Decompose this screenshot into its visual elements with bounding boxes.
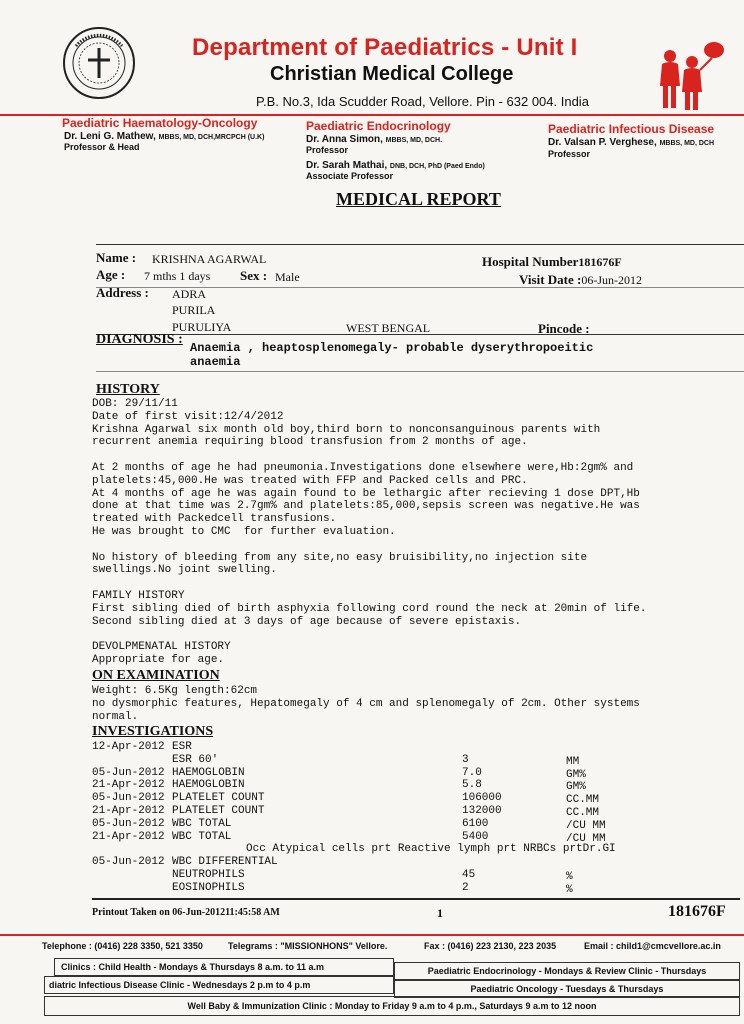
telegrams: Telegrams : "MISSIONHONS" Vellore. (228, 941, 388, 951)
inv-date: 05-Jun-2012 (92, 856, 165, 869)
address-line: PURULIYA (172, 320, 232, 334)
page-number: 1 (437, 906, 443, 920)
patient-sex: Male (275, 270, 300, 284)
department-title: Department of Paediatrics - Unit I (192, 34, 578, 61)
inv-date: 05-Jun-2012 (92, 766, 165, 779)
college-address: P.B. No.3, Ida Scudder Road, Vellore. Pin - 632 004. India (256, 94, 589, 109)
divider (96, 371, 744, 372)
inv-test: ESR (172, 741, 192, 753)
history-line: Date of first visit:12/4/2012 (92, 410, 284, 423)
investigations-heading: INVESTIGATIONS (92, 724, 214, 739)
patient-age: 7 mths 1 days (144, 269, 211, 283)
inv-date: 21-Apr-2012 (92, 805, 165, 817)
diagnosis-text: anaemia (190, 355, 241, 369)
history-line: At 4 months of age he was again found to be lethargic after recieving 1 dose DPT,Hb (92, 487, 640, 500)
history-line: FAMILY HISTORY (92, 590, 185, 602)
inv-date: 21-Apr-2012 (92, 830, 165, 843)
cmc-seal-logo (62, 26, 136, 100)
divider (92, 898, 740, 900)
inv-test: HAEMOGLOBIN (172, 779, 245, 792)
report-title: MEDICAL REPORT (336, 189, 501, 209)
history-line: Second sibling died at 3 days of age because of severe epistaxis. (92, 615, 522, 628)
email: Email : child1@cmcvellore.ac.in (584, 941, 721, 951)
inv-test: WBC TOTAL (172, 817, 232, 830)
history-line: done at that time was 2.7gm% and platelets:85,000,sepsis screen was negative.He was (92, 500, 640, 513)
history-line: platelets:45,000.He was treated with FFP and Packed cells and PRC. (92, 474, 528, 487)
address-state: WEST BENGAL (346, 321, 431, 335)
inv-value: 7.0 (462, 766, 482, 779)
diagnosis-text: Anaemia , heaptosplenomegaly- probable dyserythropoeitic (190, 341, 594, 355)
inv-unit: MM (566, 755, 580, 768)
clinic-oncology: Paediatric Oncology - Tuesdays & Thursdays (394, 980, 740, 998)
inv-date: 12-Apr-2012 (92, 741, 165, 753)
inv-test: EOSINOPHILS (172, 881, 245, 894)
history-line: treated with Packedcell transfusions. (92, 513, 337, 526)
children-with-balloon-logo (656, 40, 726, 118)
doctor-title: Professor (306, 145, 349, 155)
inv-unit: GM% (566, 781, 586, 794)
address-line: PURILA (172, 303, 216, 317)
divider (96, 244, 744, 245)
fax: Fax : (0416) 223 2130, 223 2035 (424, 941, 557, 951)
history-line: No history of bleeding from any site,no easy bruisibility,no injection site (92, 551, 588, 564)
history-line: At 2 months of age he had pneumonia.Investigations done elsewhere were,Hb:2gm% and (92, 462, 634, 474)
footer-hospital-number: 181676F (668, 903, 726, 920)
inv-value: 45 (462, 869, 476, 881)
inv-value: 132000 (462, 805, 502, 817)
doctor-name: Dr. Sarah Mathai, DNB, DCH, PhD (Paed Endo) (306, 160, 485, 171)
history-line: recurrent anemia requiring blood transfusion from 2 months of age. (92, 436, 528, 449)
clinic-endocrinology: Paediatric Endocrinology - Mondays & Review Clinic - Thursdays (394, 962, 740, 980)
clinic-well-baby: Well Baby & Immunization Clinic : Monday to Friday 9 a.m to 4 p.m., Saturdays 9 a.m to 12 noon (44, 996, 740, 1016)
college-name: Christian Medical College (270, 63, 514, 85)
unit-heading-endocrinology: Paediatric Endocrinology (306, 119, 451, 133)
inv-value: 6100 (462, 817, 489, 830)
divider (96, 334, 744, 335)
doctor-name: Dr. Valsan P. Verghese, MBBS, MD, DCH (548, 137, 715, 148)
clinic-child-health: Clinics : Child Health - Mondays & Thursdays 8 a.m. to 11 a.m (54, 958, 394, 976)
inv-test: HAEMOGLOBIN (172, 766, 245, 779)
hospital-number-label: Hospital Number181676F (482, 254, 622, 269)
doctor-title: Professor & Head (64, 142, 140, 152)
inv-test: PLATELET COUNT (172, 792, 265, 805)
inv-value: 2 (462, 881, 469, 894)
pincode-label: Pincode : (538, 321, 590, 336)
address-line: ADRA (172, 287, 207, 301)
inv-unit: CC.MM (566, 794, 600, 807)
doctor-name: Dr. Leni G. Mathew, MBBS, MD, DCH,MRCPCH (U.K) (64, 131, 265, 142)
doctor-title: Associate Professor (306, 171, 394, 181)
name-label: Name : (96, 250, 137, 265)
history-line: swellings.No joint swelling. (92, 564, 277, 577)
history-line: DOB: 29/11/11 (92, 398, 178, 410)
diagnosis-label: DIAGNOSIS : (96, 332, 183, 347)
footer-divider (0, 934, 744, 936)
examination-heading: ON EXAMINATION (92, 668, 220, 683)
printout-timestamp: Printout Taken on 06-Jun-201211:45:58 AM (92, 907, 280, 918)
history-line: Appropriate for age. (92, 654, 225, 666)
unit-heading-haematology: Paediatric Haematology-Oncology (62, 116, 258, 130)
history-line: Krishna Agarwal six month old boy,third born to nonconsanguinous parents with (92, 423, 601, 436)
inv-note: Occ Atypical cells prt Reactive lymph prt NRBCs prtDr.GI (246, 843, 616, 856)
clinic-infectious-disease: diatric Infectious Disease Clinic - Wednesdays 2 p.m to 4 p.m (44, 976, 394, 994)
patient-name: KRISHNA AGARWAL (152, 252, 267, 266)
inv-unit: % (566, 871, 573, 883)
inv-test: PLATELET COUNT (172, 805, 265, 817)
inv-test: WBC TOTAL (172, 830, 232, 843)
history-heading: HISTORY (96, 382, 160, 397)
examination-line: no dysmorphic features, Hepatomegaly of 4 cm and splenomegaly of 2cm. Other systems (92, 697, 640, 710)
history-line: He was brought to CMC for further evaluation. (92, 526, 396, 538)
inv-date: 05-Jun-2012 (92, 817, 165, 830)
history-line: First sibling died of birth asphyxia following cord round the neck at 20min of life. (92, 602, 647, 615)
age-label: Age : (96, 267, 126, 282)
inv-unit: /CU MM (566, 832, 606, 845)
inv-value: 106000 (462, 792, 502, 805)
examination-line: normal. (92, 710, 139, 723)
telephone: Telephone : (0416) 228 3350, 521 3350 (42, 941, 203, 951)
inv-unit: /CU MM (566, 819, 606, 832)
inv-value: 3 (462, 753, 469, 766)
inv-value: 5400 (462, 830, 489, 843)
unit-heading-infectious: Paediatric Infectious Disease (548, 122, 715, 136)
history-line: DEVOLPMENATAL HISTORY (92, 641, 231, 654)
inv-date: 05-Jun-2012 (92, 792, 165, 805)
inv-test: NEUTROPHILS (172, 869, 245, 881)
inv-unit: % (566, 883, 573, 896)
inv-test: WBC DIFFERENTIAL (172, 856, 278, 869)
inv-date: 21-Apr-2012 (92, 779, 165, 792)
address-label: Address : (96, 285, 149, 300)
visit-date-label: Visit Date :06-Jun-2012 (519, 272, 643, 287)
inv-value: 5.8 (462, 779, 482, 792)
doctor-title: Professor (548, 149, 591, 159)
examination-line: Weight: 6.5Kg length:62cm (92, 685, 258, 697)
doctor-name: Dr. Anna Simon, MBBS, MD, DCH. (306, 134, 443, 145)
inv-unit: CC.MM (566, 807, 600, 819)
sex-label: Sex : (240, 268, 268, 283)
inv-test: ESR 60' (172, 753, 219, 766)
inv-unit: GM% (566, 768, 586, 781)
